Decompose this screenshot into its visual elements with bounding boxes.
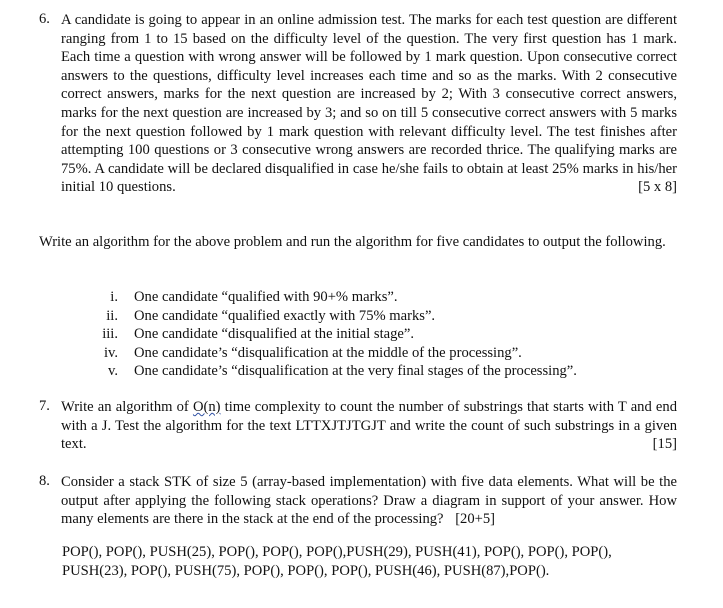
list-number: iv.: [103, 344, 118, 361]
list-text: One candidate “qualified with 90+% marks”.: [134, 289, 398, 305]
list-text: One candidate “qualified exactly with 75% marks”.: [134, 307, 436, 324]
list-number: iii.: [102, 326, 118, 343]
question-number: 6.: [39, 11, 50, 27]
stack-operations: [62, 543, 682, 580]
question-number: 7.: [39, 398, 50, 414]
list-number: i.: [110, 289, 118, 305]
stack-operations-line: POP(), POP(), PUSH(25), POP(), POP(), POP(),PUSH(29), PUSH(41), POP(), POP(), POP(),: [62, 544, 612, 560]
complexity-notation: O(n): [192, 399, 221, 415]
question-8-text: Consider a stack STK of size 5 (array-based implementation) with five data elements. What will be the output after applying the following stack operations? Draw a diagram in support of your answer. How many elements are there in the stack at the end of the processing?: [61, 474, 677, 528]
list-number: v.: [108, 363, 118, 380]
question-8-body: [61, 473, 677, 529]
list-text: One candidate’s “disqualification at the very final stages of the processing”.: [134, 363, 577, 380]
stack-operations-line: PUSH(23), POP(), PUSH(75), POP(), POP(), POP(), PUSH(46), PUSH(87),POP().: [62, 562, 550, 579]
question-number: 8.: [39, 473, 50, 489]
list-text: One candidate’s “disqualification at the middle of the processing”.: [134, 344, 522, 361]
question-6-marks: [5 x 8]: [638, 179, 677, 196]
question-7-body: [61, 398, 677, 454]
question-8-marks: [20+5]: [455, 511, 496, 528]
question-6-body: [61, 11, 677, 197]
question-7-text-before: Write an algorithm of: [61, 399, 193, 415]
question-7-marks: [15]: [652, 436, 677, 453]
list-number: ii.: [106, 307, 118, 324]
question-7-text-after: time complexity to count the number of substrings that starts with T and end with a J. Test the algorithm for the text LTTXJTJTGJT and write the count of such substrings in a given text.: [61, 399, 678, 453]
question-6-text: A candidate is going to appear in an online admission test. The marks for each test question are different ranging from 1 to 15 based on the difficulty level of the question. The very first question has 1 mark. Each time a question with wrong answer will be followed by 1 mark question. Upon consecutive correct answers to the questions, difficulty level increases each time and so as the marks. With 2 consecutive correct answers, marks for the next question are increased by 2; With 3 consecutive correct answers, marks for the next question are increased by 3; and so on till 5 consecutive correct answers with 5 marks for the next question followed by 1 mark question with relevant difficulty level. The test finishes after attempting 100 questions or 3 consecutive wrong answers are recorded thrice. The qualifying marks are 75%. A candidate will be declared disqualified in case he/she fails to obtain at least 25% marks in his/her initial 10 questions.: [61, 12, 677, 196]
list-text: One candidate “disqualified at the initial stage”.: [134, 326, 415, 343]
task-description: Write an algorithm for the above problem and run the algorithm for five candidates to output the following.: [39, 234, 666, 250]
